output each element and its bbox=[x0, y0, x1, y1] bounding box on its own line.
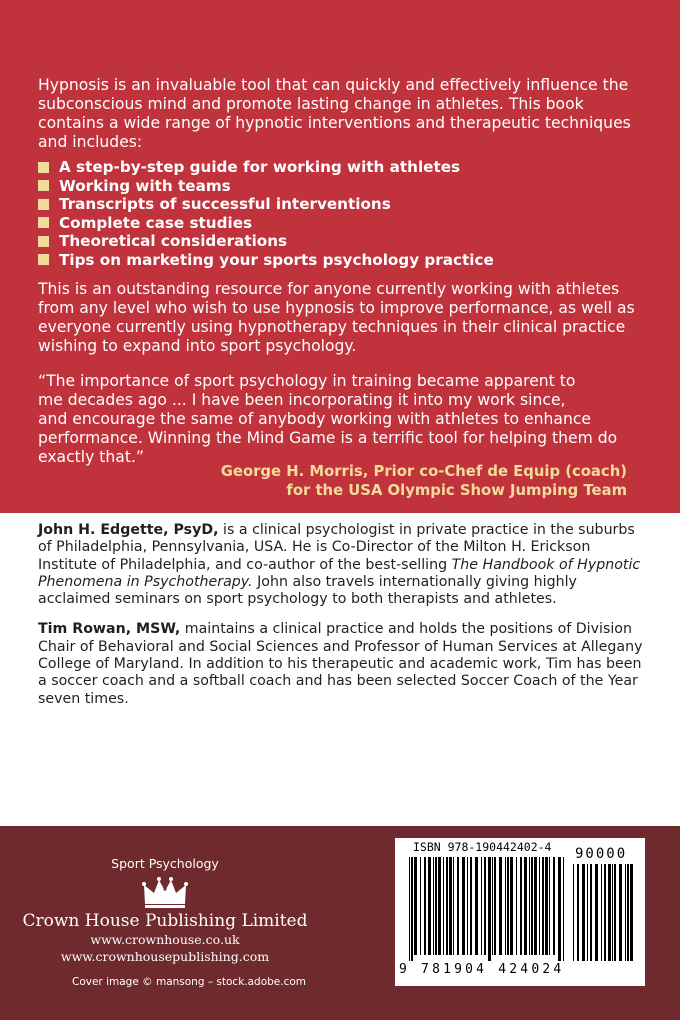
quote-line: exactly that.” bbox=[38, 448, 145, 466]
barcode-bar bbox=[475, 857, 478, 955]
barcode-bar bbox=[481, 857, 482, 955]
bullet-square-icon bbox=[38, 217, 49, 228]
barcode-bar bbox=[488, 857, 491, 961]
outro-paragraph: This is an outstanding resource for anyone currently working with athletes from any level who wish to use hypnosis to improve performance, as well as everyone currently using hypnotherapy techniques in their clinical practice wishing to expand into sport psychology. bbox=[38, 280, 635, 355]
author-bios bbox=[38, 522, 650, 721]
bio-rowan: Tim Rowan, MSW, maintains a clinical practice and holds the positions of Division Chair of Behavioral and Social Sciences and Professor of Human Services at Allegany College of Maryland. In addition to his therapeutic and academic work, Tim has been a soccer coach and a softball coach and has been selected Soccer Coach of the Year seven times. bbox=[38, 621, 643, 707]
barcode-bar bbox=[529, 857, 530, 955]
list-item: Complete case studies bbox=[38, 214, 494, 233]
barcode-bar bbox=[420, 857, 421, 955]
barcode-bar bbox=[516, 857, 517, 955]
list-item: A step-by-step guide for working with athletes bbox=[38, 158, 494, 177]
barcode-bar bbox=[612, 864, 613, 961]
addon-barcode-icon bbox=[573, 864, 635, 961]
barcode-bar bbox=[534, 857, 537, 955]
barcode-bar bbox=[630, 864, 633, 961]
barcode-bar bbox=[614, 864, 616, 961]
barcode-bar bbox=[494, 857, 496, 955]
barcode-bar bbox=[590, 864, 592, 961]
isbn-label: ISBN 978-190442402-4 bbox=[413, 840, 552, 854]
barcode-bar bbox=[545, 857, 548, 955]
barcode-bar bbox=[457, 857, 459, 955]
barcode-bar bbox=[492, 857, 493, 955]
book-title: The Handbook of Hypnotic Phenomena in Psychotherapy. bbox=[38, 556, 641, 590]
barcode-bar bbox=[414, 857, 417, 955]
barcode-bar bbox=[601, 864, 602, 961]
barcode-bar bbox=[595, 864, 598, 961]
quote-line: “The importance of sport psychology in training became apparent to bbox=[38, 372, 576, 390]
barcode-bar bbox=[424, 857, 426, 955]
crown-logo-icon bbox=[142, 875, 188, 909]
ean-barcode-icon bbox=[409, 857, 567, 961]
bullet-square-icon bbox=[38, 254, 49, 265]
list-item: Theoretical considerations bbox=[38, 232, 494, 251]
barcode-bar bbox=[467, 857, 468, 955]
author-name: Tim Rowan, MSW, bbox=[38, 621, 181, 638]
quote-line: performance. Winning the Mind Game is a terrific tool for helping them do bbox=[38, 429, 618, 447]
barcode-bar bbox=[499, 857, 502, 955]
barcode-bar bbox=[409, 857, 410, 961]
bio-edgette: John H. Edgette, PsyD, is a clinical psychologist in private practice in the suburbs of Philadelphia, Pennsylvania, USA. He is Co-Director of the Milton H. Erickson Institute of Philadelphia, and co-author of the best-selling The Handbook of Hypnotic Phenomena in Psychotherapy. John also travels internationally giving highly acclaimed seminars on sport psychology to both therapists and athletes. bbox=[38, 522, 641, 608]
publisher-panel bbox=[0, 826, 680, 1020]
barcode-digits: 9 781904 424024 bbox=[399, 962, 565, 977]
price-addon-digits: 90000 bbox=[575, 846, 628, 862]
list-item: Tips on marketing your sports psychology practice bbox=[38, 251, 494, 270]
feature-list bbox=[38, 158, 494, 269]
barcode-bar bbox=[505, 857, 506, 955]
publisher-url-uk: www.crownhouse.co.uk bbox=[90, 932, 240, 947]
publisher-block bbox=[0, 856, 330, 965]
barcode-bar bbox=[524, 857, 527, 955]
quote-line: and encourage the same of anybody working with athletes to enhance bbox=[38, 410, 592, 428]
barcode-bar bbox=[553, 857, 555, 955]
barcode-bar bbox=[453, 857, 454, 955]
barcode-bar bbox=[619, 864, 622, 961]
barcode-bar bbox=[484, 857, 486, 955]
barcode-bar bbox=[573, 864, 574, 961]
barcode-bar bbox=[438, 857, 441, 955]
bullet-square-icon bbox=[38, 199, 49, 210]
barcode-bar bbox=[428, 857, 431, 955]
barcode-bar bbox=[462, 857, 465, 955]
barcode-bar bbox=[563, 857, 564, 961]
list-item: Transcripts of successful interventions bbox=[38, 195, 494, 214]
barcode-bar bbox=[435, 857, 437, 955]
list-item: Working with teams bbox=[38, 177, 494, 196]
barcode-bar bbox=[577, 864, 579, 961]
quote-line: me decades ago ... I have been incorporating it into my work since, bbox=[38, 391, 566, 409]
barcode-bar bbox=[470, 857, 472, 955]
intro-paragraph: Hypnosis is an invaluable tool that can quickly and effectively influence the subconscious mind and promote lasting change in athletes. This book contains a wide range of hypnotic interventions and therapeutic techniques and includes: bbox=[38, 76, 631, 151]
barcode-bar bbox=[627, 864, 629, 961]
barcode-bar bbox=[520, 857, 522, 955]
publisher-url: www.crownhousepublishing.com bbox=[60, 949, 270, 964]
bullet-square-icon bbox=[38, 236, 49, 247]
barcode-bar bbox=[531, 857, 533, 955]
barcode-bar bbox=[582, 864, 585, 961]
barcode-bar bbox=[539, 857, 540, 955]
barcode-bar bbox=[558, 857, 561, 961]
image-credit: Cover image © mansong – stock.adobe.com bbox=[72, 976, 307, 988]
barcode-bar bbox=[507, 857, 509, 955]
barcode-bar bbox=[604, 864, 606, 961]
bullet-square-icon bbox=[38, 180, 49, 191]
barcode-bar bbox=[587, 864, 588, 961]
category-label: Sport Psychology bbox=[111, 856, 219, 871]
barcode-bar bbox=[625, 864, 626, 961]
barcode-bar bbox=[549, 857, 550, 955]
publisher-name: Crown House Publishing Limited bbox=[22, 911, 308, 931]
endorsement-quote bbox=[38, 372, 638, 467]
barcode-bar bbox=[449, 857, 452, 955]
barcode-bar bbox=[433, 857, 434, 955]
barcode-bar bbox=[510, 857, 513, 955]
barcode-bar bbox=[608, 864, 611, 961]
author-name: John H. Edgette, PsyD, bbox=[38, 522, 219, 538]
barcode-bar bbox=[446, 857, 448, 955]
barcode-bar bbox=[443, 857, 444, 955]
barcode-bar bbox=[411, 857, 413, 961]
barcode-box bbox=[395, 838, 645, 986]
barcode-bar bbox=[542, 857, 544, 955]
quote-attribution: George H. Morris, Prior co-Chef de Equip (coach) for the USA Olympic Show Jumping Team bbox=[220, 463, 627, 499]
bullet-square-icon bbox=[38, 162, 49, 173]
